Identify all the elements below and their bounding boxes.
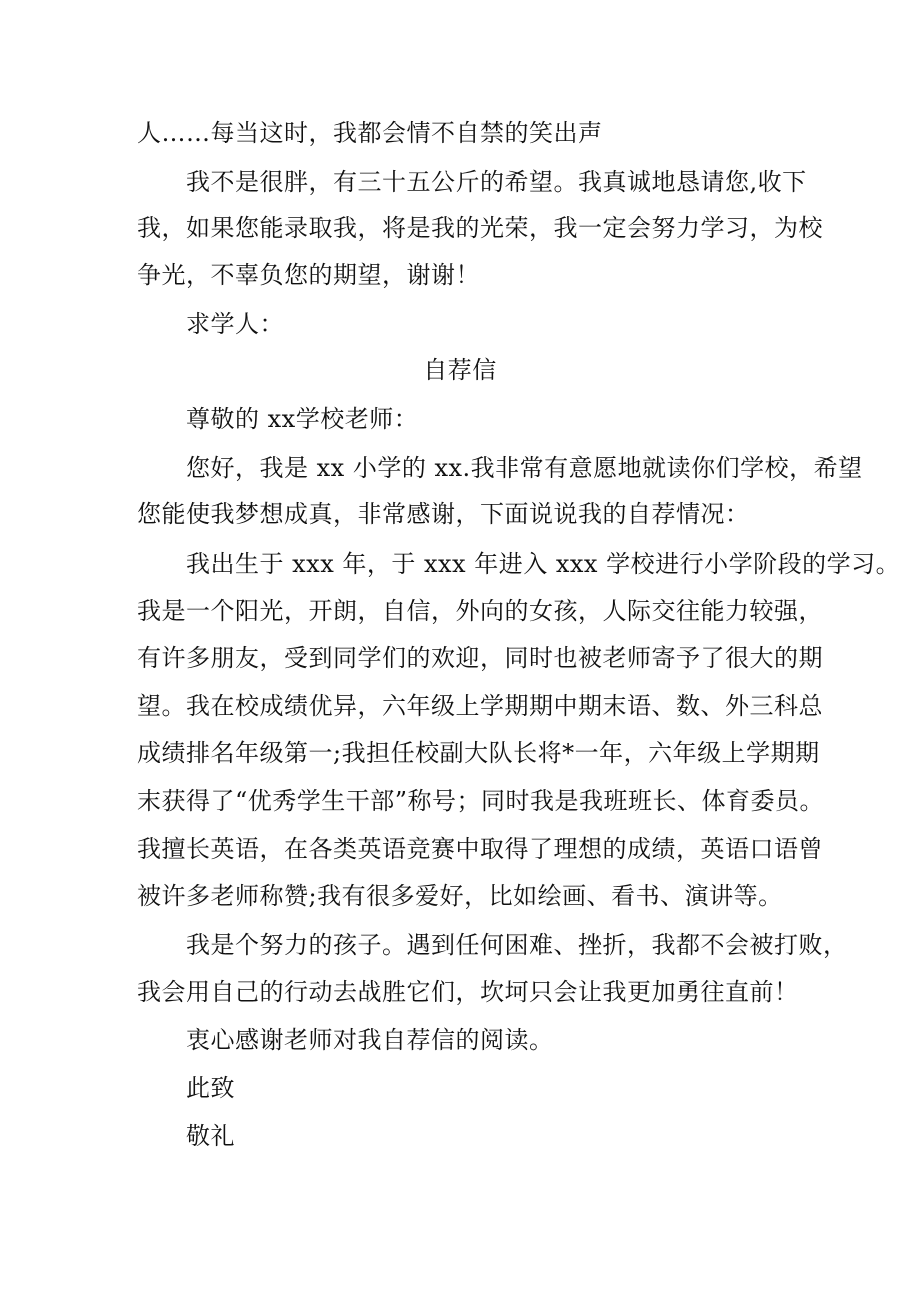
paragraph-line: 末获得了“优秀学生干部”称号；同时我是我班班长、体育委员。 bbox=[137, 787, 825, 815]
paragraph-line: 成绩排名年级第一;我担任校副大队长将*一年，六年级上学期期 bbox=[137, 739, 820, 767]
thanks-line: 衷心感谢老师对我自荐信的阅读。 bbox=[186, 1026, 554, 1054]
paragraph-line: 人……每当这时，我都会情不自禁的笑出声 bbox=[137, 119, 603, 147]
paragraph-line: 我会用自己的行动去战胜它们，坎坷只会让我更加勇往直前！ bbox=[137, 978, 799, 1006]
paragraph-line: 争光，不辜负您的期望，谢谢！ bbox=[137, 261, 480, 289]
paragraph-line: 我，如果您能录取我，将是我的光荣，我一定会努力学习，为校 bbox=[137, 214, 823, 242]
paragraph-line: 望。我在校成绩优异，六年级上学期期中期末语、数、外三科总 bbox=[137, 692, 823, 720]
letter-title: 自荐信 bbox=[423, 356, 497, 384]
paragraph-line: 我不是很胖，有三十五公斤的希望。我真诚地恳请您,收下 bbox=[186, 168, 807, 196]
closing-line: 此致 bbox=[186, 1074, 235, 1102]
signature-line: 求学人： bbox=[186, 310, 284, 338]
paragraph-line: 有许多朋友，受到同学们的欢迎，同时也被老师寄予了很大的期 bbox=[137, 644, 823, 672]
paragraph-line: 我是个努力的孩子。遇到任何困难、挫折，我都不会被打败， bbox=[186, 931, 848, 959]
closing-line: 敬礼 bbox=[186, 1122, 235, 1150]
paragraph-line: 我出生于 xxx 年，于 xxx 年进入 xxx 学校进行小学阶段的学习。 bbox=[186, 550, 901, 578]
paragraph-line: 我擅长英语，在各类英语竞赛中取得了理想的成绩，英语口语曾 bbox=[137, 835, 823, 863]
paragraph-line: 您好，我是 xx 小学的 xx.我非常有意愿地就读你们学校，希望 bbox=[186, 454, 863, 482]
paragraph-line: 我是一个阳光，开朗，自信，外向的女孩，人际交往能力较强， bbox=[137, 597, 823, 625]
paragraph-line: 被许多老师称赞;我有很多爱好，比如绘画、看书、演讲等。 bbox=[137, 882, 783, 910]
salutation: 尊敬的 xx学校老师： bbox=[186, 405, 419, 433]
paragraph-line: 您能使我梦想成真，非常感谢，下面说说我的自荐情况： bbox=[137, 500, 750, 528]
